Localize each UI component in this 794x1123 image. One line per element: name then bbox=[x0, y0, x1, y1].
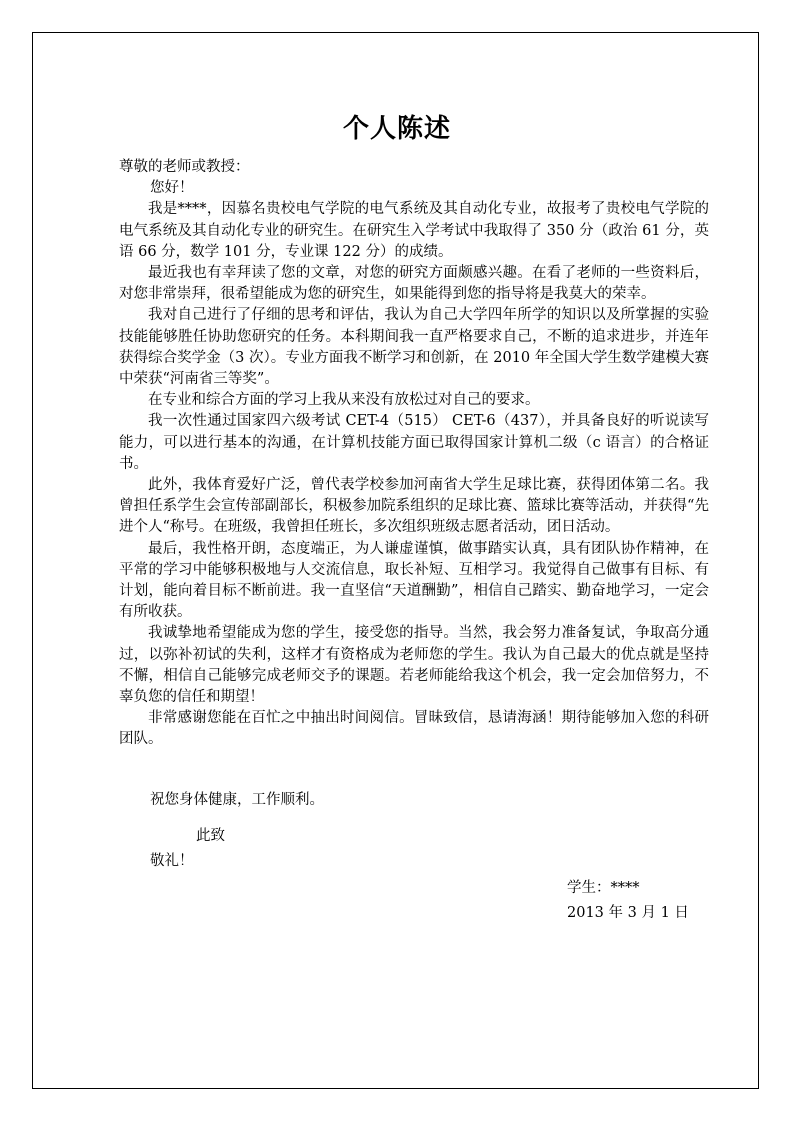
paragraph-hope: 我诚挚地希望能成为您的学生，接受您的指导。当然，我会努力准备复试，争取高分通过，以弥补初试的失利，这样才有资格成为老师您的学生。我认为自己最大的优点就是坚持不懈，相信自己能够完成老师交予的课题。若老师能给我这个机会，我一定会加倍努力，不辜负您的信任和期望！ bbox=[119, 625, 709, 706]
greeting: 您好！ bbox=[150, 180, 194, 197]
letter-body bbox=[119, 157, 709, 751]
closing-jingli: 敬礼！ bbox=[150, 853, 194, 869]
paragraph-intro: 我是****，因慕名贵校电气学院的电气系统及其自动化专业，故报考了贵校电气学院的电气系统及其自动化专业的研究生。在研究生入学考试中我取得了 350 分（政治 61 分，英语 66 分，数学 101 分，专业课 122 分）的成绩。 bbox=[119, 201, 709, 260]
page-title: 个人陈述 bbox=[342, 114, 451, 144]
salutation: 尊敬的老师或教授： bbox=[119, 159, 250, 175]
paragraph-interest: 最近我也有幸拜读了您的文章，对您的研究方面颇感兴趣。在看了老师的一些资料后，对您非常崇拜，很希望能成为您的研究生，如果能得到您的指导将是我莫大的荣幸。 bbox=[119, 265, 709, 303]
signature-date: 2013 年 3 月 1 日 bbox=[567, 905, 689, 921]
paragraph-thanks: 非常感谢您能在百忙之中抽出时间阅信。冒昧致信，恳请海涵！期待能够加入您的科研团队。 bbox=[119, 710, 709, 748]
paragraph-activities: 此外，我体育爱好广泛，曾代表学校参加河南省大学生足球比赛，获得团体第二名。我曾担任系学生会宣传部副部长，积极参加院系组织的足球比赛、篮球比赛等活动，并获得“先进个人“称号。在班级，我曾担任班长，多次组织班级志愿者活动，团日活动。 bbox=[119, 477, 709, 536]
paragraph-character: 最后，我性格开朗，态度端正，为人谦虚谨慎，做事踏实认真，具有团队协作精神，在平常的学习中能够积极地与人交流信息，取长补短、互相学习。我觉得自己做事有目标、有计划，能向着目标不断前进。我一直坚信“天道酬勤”，相信自己踏实、勤奋地学习，一定会有所收获。 bbox=[119, 540, 709, 621]
closing-cizhi: 此致 bbox=[196, 828, 225, 844]
paragraph-study-attitude: 在专业和综合方面的学习上我从来没有放松过对自己的要求。 bbox=[148, 392, 540, 409]
signature-block bbox=[567, 876, 689, 926]
paragraph-self-evaluation: 我对自己进行了仔细的思考和评估，我认为自己大学四年所学的知识以及所掌握的实验技能能够胜任协助您研究的任务。本科期间我一直严格要求自己，不断的追求进步，并连年获得综合奖学金（3 次）。专业方面我不断学习和创新，在 2010 年全国大学生数学建模大赛中荣获“河南省三等奖”。 bbox=[119, 307, 709, 388]
paragraph-english: 我一次性通过国家四六级考试 CET-4（515） CET-6（437），并具备良好的听说读写能力，可以进行基本的沟通，在计算机技能方面已取得国家计算机二级（c 语言）的合格证书。 bbox=[119, 413, 709, 472]
blessing: 祝您身体健康，工作顺利。 bbox=[150, 792, 324, 808]
signature-name: 学生：**** bbox=[567, 880, 640, 896]
